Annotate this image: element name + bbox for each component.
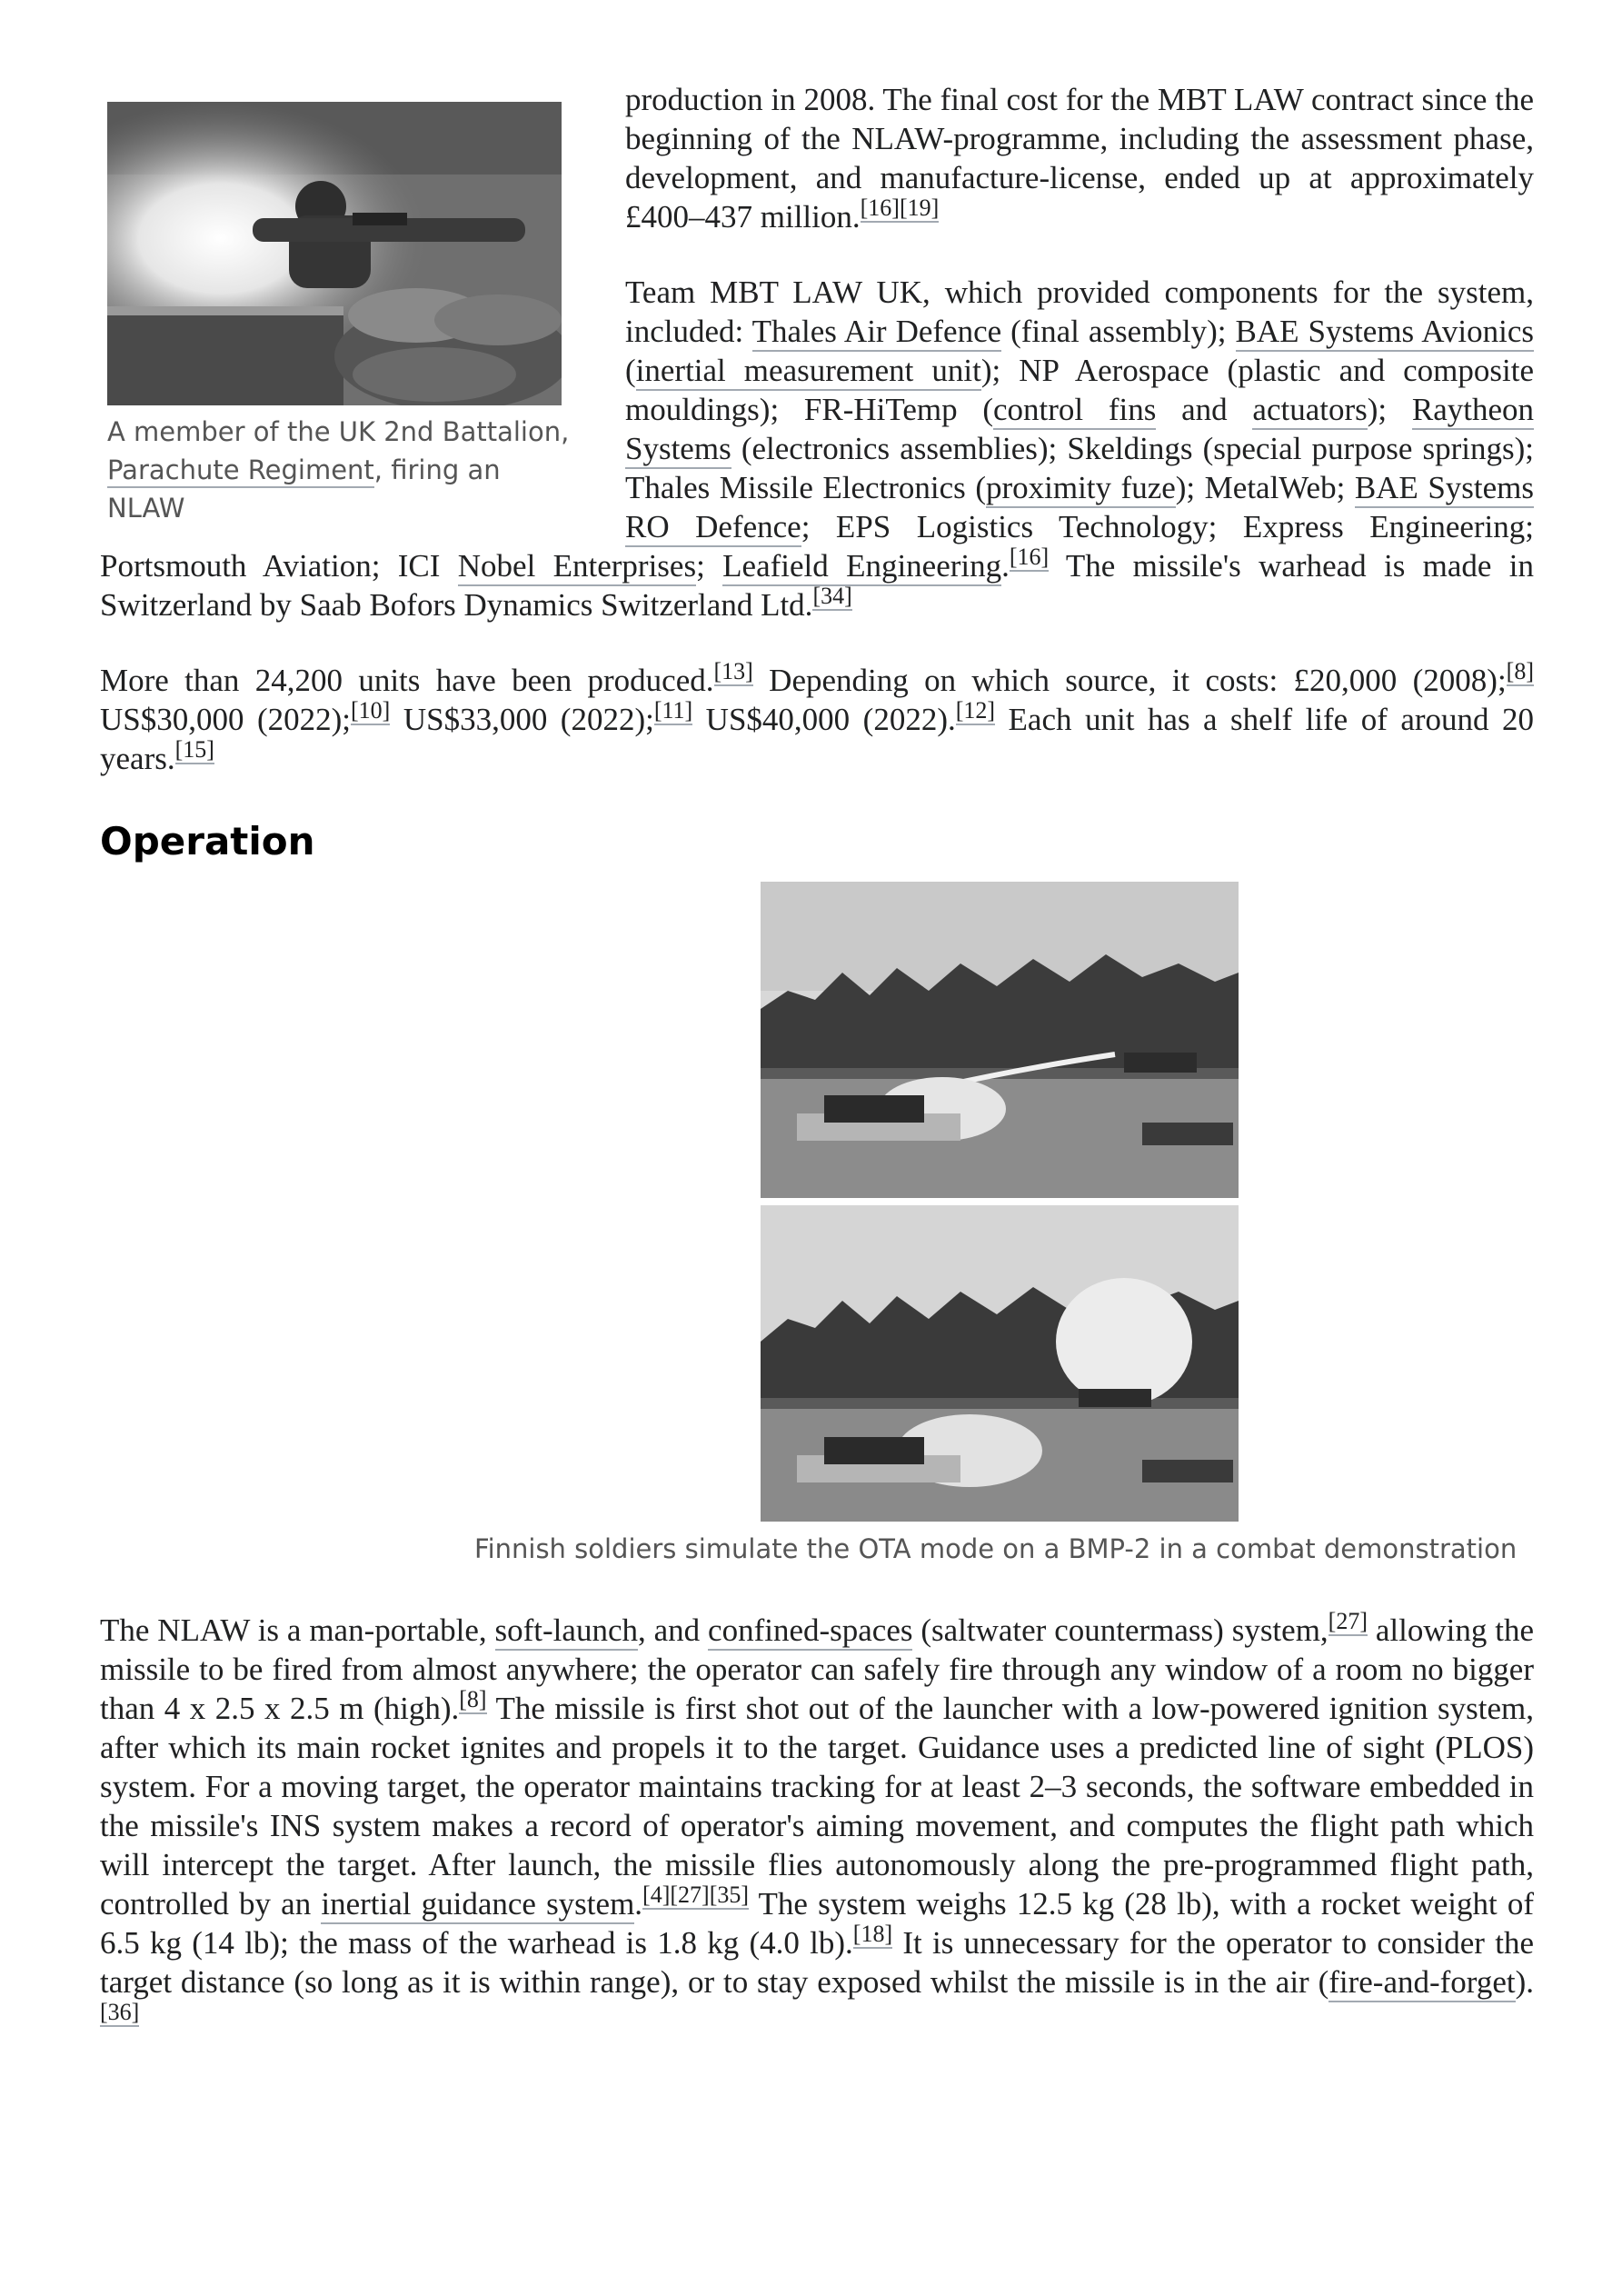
link-leafield-engineering[interactable]: Leafield Engineering [722, 548, 1001, 586]
link-nobel-enterprises[interactable]: Nobel Enterprises [458, 548, 696, 586]
link-raytheon-systems[interactable]: Raytheon Systems [625, 392, 1534, 469]
ref-10[interactable]: [10] [351, 697, 391, 724]
link-confined-spaces[interactable]: confined-spaces [708, 1612, 912, 1651]
link-proximity-fuze[interactable]: proximity fuze [986, 470, 1176, 508]
link-bae-systems-ro-defence[interactable]: BAE Systems RO Defence [625, 470, 1534, 547]
ref-13[interactable]: [13] [713, 658, 753, 685]
article-body [100, 80, 1534, 2077]
ref-11[interactable]: [11] [653, 697, 693, 724]
link-parachute-regiment[interactable]: Parachute Regiment [107, 454, 374, 488]
link-inertial-guidance-system[interactable]: inertial guidance system [321, 1886, 634, 1924]
bmp2-impact-demonstration-photo[interactable] [761, 1205, 1239, 1522]
section-heading-operation: Operation [100, 819, 315, 863]
paragraph-cost: production in 2008. The final cost for the MBT LAW contract since the beginning of the NLAW-programme, including the assessment phase, development, and manufacture-license, ended up at approximately £400–437 million.[16][19] [625, 82, 1534, 235]
link-inertial-measurement-unit[interactable]: inertial measurement unit [636, 353, 981, 391]
figure-nlaw-firing [107, 102, 580, 527]
ref-19[interactable]: [19] [899, 195, 940, 222]
ref-8[interactable]: [8] [1506, 658, 1534, 685]
ref-16[interactable]: [16] [1009, 544, 1050, 571]
ref-15[interactable]: [15] [174, 736, 214, 764]
figure-caption: A member of the UK 2nd Battalion, Parachute Regiment, firing an NLAW [107, 416, 570, 524]
link-thales-air-defence[interactable]: Thales Air Defence [752, 314, 1002, 352]
ref-12[interactable]: [12] [955, 697, 996, 724]
ref-27[interactable]: [27] [1328, 1608, 1368, 1635]
link-actuators[interactable]: actuators [1252, 392, 1367, 430]
paragraph-production: More than 24,200 units have been produced.[13] Depending on which source, it costs: £20,000 (2008);[8] US$30,000 (2022);[10] US$33,000 (2022);[11] US$40,000 (2022).[12] Each unit has a shelf life of around 20 years.[15] [100, 658, 1535, 776]
ref-36[interactable]: [36] [100, 1999, 140, 2026]
ref-4[interactable]: [4] [642, 1882, 671, 1909]
link-bae-systems-avionics[interactable]: BAE Systems Avionics [1236, 314, 1535, 352]
figure-finnish-demonstration [474, 882, 1518, 1567]
paragraph-team: Team MBT LAW UK, which provided components for the system, included: Thales Air Defence (final assembly); BAE Systems Avionics (inertial measurement unit); NP Aerospace (plastic and composite mouldings); FR-HiTemp (control fins and actuators); Raytheon Systems (electronics assemblies); Skeldings (special purpose springs); Thales Missile Electronics (proximity fuze); MetalWeb; BAE Systems RO Defence; EPS Logistics Technology; Express Engineering; Portsmouth Aviation; ICI Nobel Enterprises; Leafield Engineering.[16] The missile's warhead is made in Switzerland by Saab Bofors Dynamics Switzerland Ltd.[34] [100, 275, 1535, 623]
ref-27[interactable]: [27] [670, 1882, 710, 1909]
ref-35[interactable]: [35] [709, 1882, 750, 1909]
link-control-fins[interactable]: control fins [993, 392, 1156, 430]
link-soft-launch[interactable]: soft-launch [495, 1612, 638, 1651]
link-fire-and-forget[interactable]: fire-and-forget [1328, 1964, 1515, 2002]
ref-34[interactable]: [34] [812, 583, 852, 610]
figure-caption: Finnish soldiers simulate the OTA mode on a BMP-2 in a combat demonstration [474, 1533, 1518, 1564]
soldier-firing-nlaw-photo[interactable] [107, 102, 562, 405]
ref-8[interactable]: [8] [459, 1686, 487, 1713]
paragraph-operation: The NLAW is a man-portable, soft-launch, and confined-spaces (saltwater countermass) system,[27] allowing the missile to be fired from almost anywhere; the operator can safely fire through any window of a room no bigger than 4 x 2.5 x 2.5 m (high).[8] The missile is first shot out of the launcher with a low-powered ignition system, after which its main rocket ignites and propels it to the target. Guidance uses a predicted line of sight (PLOS) system. For a moving target, the operator maintains tracking for at least 2–3 seconds, the software embedded in the missile's INS system makes a record of operator's aiming movement, and computes the flight path which will intercept the target. After launch, the missile flies autonomously along the pre-programmed flight path, controlled by an inertial guidance system.[4][27][35] The system weighs 12.5 kg (28 lb), with a rocket weight of 6.5 kg (14 lb); the mass of the warhead is 1.8 kg (4.0 lb).[18] It is unnecessary for the operator to consider the target distance (so long as it is within range), or to stay exposed whilst the missile is in the air (fire-and-forget).[36] [100, 1608, 1534, 2026]
nlaw-launch-demonstration-photo[interactable] [761, 882, 1239, 1198]
ref-16[interactable]: [16] [860, 195, 900, 222]
ref-18[interactable]: [18] [852, 1921, 893, 1948]
